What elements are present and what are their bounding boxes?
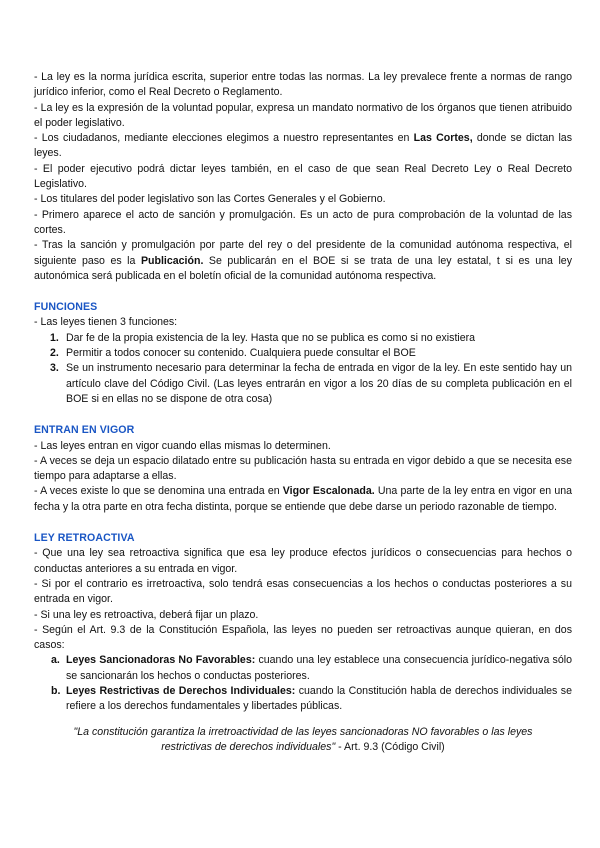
list-item: 1. Dar fe de la propia existencia de la ley. Hasta que no se publica es como si no existiera (34, 331, 572, 346)
list-item: 3. Se un instrumento necesario para determinar la fecha de entrada en vigor de la ley. En este sentido hay un artículo clave del Código Civil. (Las leyes entrarán en vigor a los 20 días de su completa publicación en el BOE si en ellas no se dispone de otra cosa) (50, 362, 572, 405)
bold-term: Publicación. (140, 254, 204, 267)
section-heading-funciones: FUNCIONES (34, 301, 98, 314)
vigor-paragraph: - Las leyes entran en vigor cuando ellas mismas lo determinen. (34, 439, 331, 452)
bold-term: Leyes Restrictivas de Derechos Individuales: (66, 684, 296, 697)
funciones-lead: - Las leyes tienen 3 funciones: (34, 316, 178, 329)
intro-paragraph: - La ley es la expresión de la voluntad popular, expresa un mandato normativo de los órganos que tienen atribuido el poder legislativo. (34, 101, 572, 129)
vigor-paragraph: - A veces existe lo que se denomina una entrada en Vigor Escalonada. Una parte de la ley entra en vigor en una fecha y la otra parte en otra fecha distinta, porque se entiende que debe darse un periodo razonable de tiempo. (34, 485, 572, 513)
bold-term: Leyes Sancionadoras No Favorables: (66, 654, 256, 667)
list-item: 2. Permitir a todos conocer su contenido. Cualquiera puede consultar el BOE (34, 346, 572, 361)
retroactiva-paragraph: - Que una ley sea retroactiva significa que esa ley produce efectos jurídicos o consecuencias para hechos o conductas anteriores a su entrada en vigor. (34, 547, 572, 575)
intro-paragraph: - Primero aparece el acto de sanción y promulgación. Es un acto de pura comprobación de la voluntad de las cortes. (34, 208, 572, 236)
list-item: b. Leyes Restrictivas de Derechos Individuales: cuando la Constitución habla de derechos individuales se refiere a los derechos fundamentales y libertades públicas. (51, 684, 572, 713)
list-number: 3. (50, 362, 59, 375)
intro-paragraph: - Los ciudadanos, mediante elecciones elegimos a nuestro representantes en Las Cortes, donde se dictan las leyes. (34, 132, 573, 160)
section-heading-retroactiva: LEY RETROACTIVA (34, 532, 135, 545)
closing-quote: "La constitución garantiza la irretroactividad de las leyes sancionadoras NO favorables o las leyes restrictivas de derechos individuales" - Art. 9.3 (Código Civil) (73, 725, 533, 753)
intro-paragraph: - El poder ejecutivo podrá dictar leyes también, en el caso de que sean Real Decreto Ley o Real Decreto Legislativo. (34, 162, 572, 191)
quote-citation: - Art. 9.3 (Código Civil) (335, 740, 445, 753)
retroactiva-paragraph: - Si una ley es retroactiva, deberá fijar un plazo. (34, 608, 259, 621)
bold-term: Las Cortes, (413, 132, 473, 145)
funciones-list (34, 331, 572, 407)
list-number: 1. (50, 331, 59, 344)
vigor-paragraph: - A veces se deja un espacio dilatado entre su publicación hasta su entrada en vigor debido a que se necesita ese tiempo para adaptarse a ellas. (34, 454, 572, 483)
intro-paragraph: - Los titulares del poder legislativo son las Cortes Generales y el Gobierno. (34, 193, 386, 206)
list-item: a. Leyes Sancionadoras No Favorables: cuando una ley establece una consecuencia jurídico-negativa sólo se sancionarán los hechos o conductas posteriores. (51, 654, 572, 682)
list-letter: b. (51, 684, 61, 697)
retroactiva-paragraph: - Si por el contrario es irretroactiva, solo tendrá esas consecuencias a los hechos o conductas posteriores a su entrada en vigor. (34, 577, 572, 606)
list-letter: a. (51, 654, 60, 667)
intro-paragraph: - Tras la sanción y promulgación por parte del rey o del presidente de la comunidad autónoma respectiva, el siguiente paso es la Publicación. Se publicarán en el BOE si se trata de una ley estatal, t si es una ley autonómica será publicada en el boletín oficial de la comunidad autónoma respectiva. (34, 239, 572, 282)
bold-term: Vigor Escalonada. (282, 485, 375, 498)
document-page (34, 70, 572, 755)
retroactiva-list (34, 653, 572, 714)
intro-paragraph: - La ley es la norma jurídica escrita, superior entre todas las normas. La ley prevalece frente a normas de rango jurídico inferior, como el Real Decreto o Reglamento. (34, 71, 572, 99)
retroactiva-paragraph: - Según el Art. 9.3 de la Constitución Española, las leyes no pueden ser retroactivas aunque quieran, en dos casos: (34, 623, 572, 652)
list-number: 2. (50, 347, 59, 360)
section-heading-vigor: ENTRAN EN VIGOR (34, 424, 135, 437)
